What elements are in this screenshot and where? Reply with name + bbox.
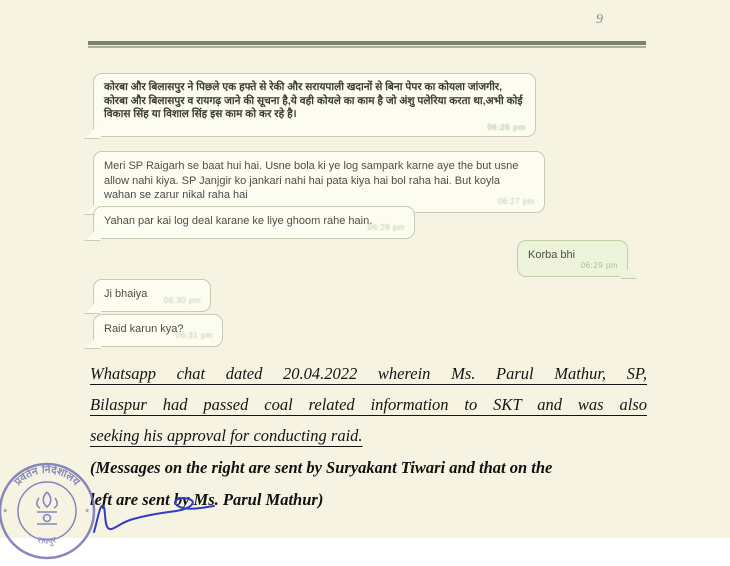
caption-line-1: Whatsapp chat dated 20.04.2022 wherein Ms. Parul Mathur, SP, <box>90 364 647 383</box>
chat-timestamp: 06:27 pm <box>497 197 535 206</box>
chat-timestamp: 06:30 pm <box>163 296 201 305</box>
chat-bubble-incoming-4 <box>93 279 211 312</box>
stamp-star-right: * <box>85 507 90 519</box>
chat-timestamp: 06:29 pm <box>580 261 618 270</box>
ashoka-emblem-icon <box>37 492 57 524</box>
chat-caption <box>90 358 647 451</box>
note-line-2: left are sent by Ms. Parul Mathur) <box>90 490 324 509</box>
chat-message-text: Ji bhaiya <box>104 288 148 300</box>
stamp-star-left: * <box>3 507 8 519</box>
svg-text:प्रवर्तन निदेशालय <box>11 463 82 489</box>
chat-message-text: कोरबा और बिलासपुर ने पिछले एक हफ्ते से रेकी और सरायपाली खदानों से बिना पेपर का कोयला जांजगीर, कोरबा और बिलासपुर व रायगढ़ जाने की सूचना है,ये वही कोयले का काम है जो अंशु पलेरिया करता था,अभी कोई विकास सिंह या विशाल सिंह इस काम को कर रहे है। <box>104 81 523 120</box>
chat-bubble-incoming-5 <box>93 314 223 347</box>
caption-line-2: Bilaspur had passed coal related information to SKT and was also <box>90 395 647 414</box>
chat-bubble-incoming-1 <box>93 73 536 137</box>
chat-timestamp: 06:28 pm <box>367 223 405 232</box>
header-rule-thin-line <box>88 46 646 48</box>
chat-bubble-incoming-2 <box>93 151 545 213</box>
chat-message-text: Meri SP Raigarh se baat hui hai. Usne bola ki ye log sampark karne aye the but usne allow nahi kiya. SP Janjgir ko jankari nahi hai pata kiya hai bol raha hai. But koyla wahan se zarur nikal raha hai <box>104 160 519 201</box>
chat-bubble-incoming-3 <box>93 206 415 239</box>
chat-timestamp: 06:31 pm <box>175 331 213 340</box>
header-rule <box>88 41 646 48</box>
chat-message-text: Korba bhi <box>528 249 576 261</box>
chat-message-text: Yahan par kai log deal karane ke liye ghoom rahe hain. <box>104 215 373 227</box>
chat-message-text: Raid karun kya? <box>104 323 184 335</box>
note-line-1: (Messages on the right are sent by Suryakant Tiwari and that on the <box>90 458 553 477</box>
handwritten-signature <box>86 488 226 536</box>
svg-text:रायपुर <box>36 536 57 547</box>
signature-stroke <box>94 498 214 532</box>
stamp-bottom-text: रायपुर <box>36 535 58 548</box>
stamp-inner-circle <box>18 482 76 540</box>
chat-bubble-outgoing-1 <box>517 240 628 277</box>
caption-line-3: seeking his approval for conducting raid. <box>90 426 363 445</box>
chat-timestamp: 06:26 pm <box>487 122 526 132</box>
page-number: 9 <box>596 12 603 27</box>
stamp-top-text: प्रवर्तन निदेशालय <box>12 463 82 489</box>
